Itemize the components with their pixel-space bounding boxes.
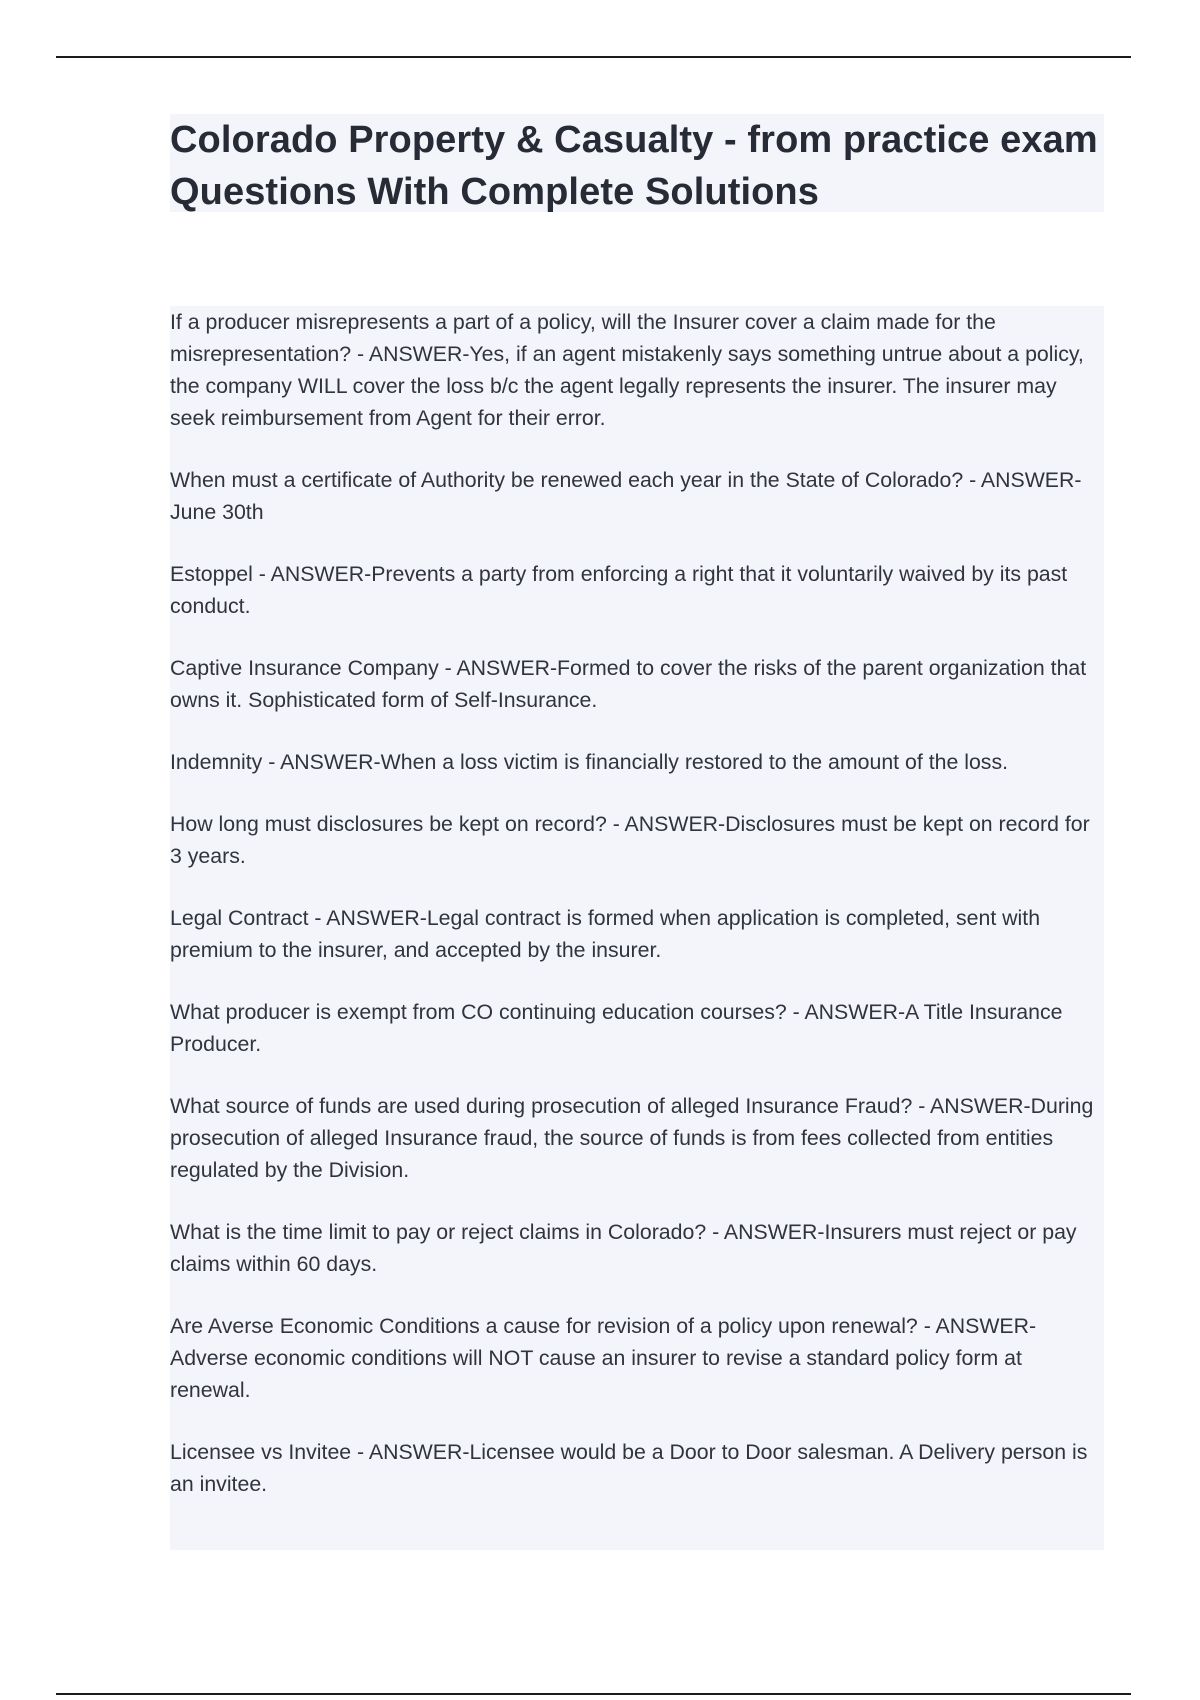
qa-item: Legal Contract - ANSWER-Legal contract is formed when application is completed, sent with premium to the insurer, and accepted by the insurer. <box>170 906 1041 962</box>
document-title: Colorado Property & Casualty - from practice exam Questions With Complete Solutions <box>170 119 1098 213</box>
title-block <box>170 114 1104 212</box>
qa-item: Captive Insurance Company - ANSWER-Formed to cover the risks of the parent organization that owns it. Sophisticated form of Self-Insurance. <box>170 656 1087 712</box>
qa-item: What producer is exempt from CO continuing education courses? - ANSWER-A Title Insurance Producer. <box>170 1000 1063 1056</box>
qa-content <box>170 306 1104 1550</box>
qa-item: How long must disclosures be kept on record? - ANSWER-Disclosures must be kept on record for 3 years. <box>170 812 1090 868</box>
qa-item: Licensee vs Invitee - ANSWER-Licensee would be a Door to Door salesman. A Delivery person is an invitee. <box>170 1440 1088 1496</box>
qa-item: Estoppel - ANSWER-Prevents a party from enforcing a right that it voluntarily waived by its past conduct. <box>170 562 1068 618</box>
qa-item: Are Averse Economic Conditions a cause for revision of a policy upon renewal? - ANSWER-Adverse economic conditions will NOT cause an insurer to revise a standard policy form at renewal. <box>170 1314 1037 1402</box>
bottom-divider <box>56 1693 1131 1695</box>
qa-item: What is the time limit to pay or reject claims in Colorado? - ANSWER-Insurers must reject or pay claims within 60 days. <box>170 1220 1077 1276</box>
qa-item: If a producer misrepresents a part of a policy, will the Insurer cover a claim made for the misrepresentation? - ANSWER-Yes, if an agent mistakenly says something untrue about a policy, the company WILL cover the loss b/c the agent legally represents the insurer. The insurer may seek reimbursement from Agent for their error. <box>170 310 1084 430</box>
top-divider <box>56 56 1131 58</box>
qa-item: When must a certificate of Authority be renewed each year in the State of Colorado? - ANSWER-June 30th <box>170 468 1082 524</box>
qa-item: Indemnity - ANSWER-When a loss victim is financially restored to the amount of the loss. <box>170 750 1009 774</box>
qa-item: What source of funds are used during prosecution of alleged Insurance Fraud? - ANSWER-During prosecution of alleged Insurance fraud, the source of funds is from fees collected from entities regulated by the Division. <box>170 1094 1094 1182</box>
